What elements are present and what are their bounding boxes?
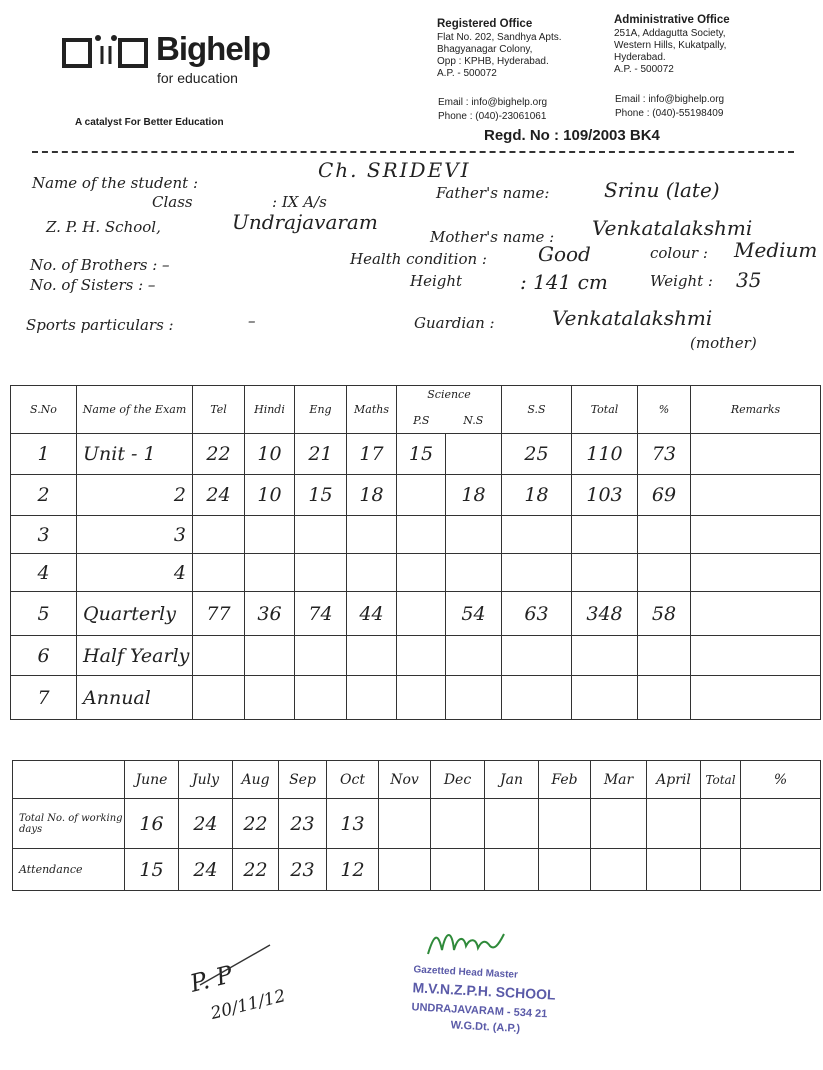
mark-eng: 15 xyxy=(295,475,347,516)
month-header: Jan xyxy=(485,761,539,799)
month-value xyxy=(591,799,647,849)
row-sno: 3 xyxy=(11,516,77,554)
row-remarks xyxy=(691,434,821,475)
mark-tel: 22 xyxy=(193,434,245,475)
mark-hindi: 10 xyxy=(245,434,295,475)
administrative-office xyxy=(614,14,730,76)
mark-ss: 63 xyxy=(502,592,572,636)
mark-ss xyxy=(502,636,572,676)
row-exam: Unit - 1 xyxy=(77,434,193,475)
mark-pct: 69 xyxy=(638,475,691,516)
month-value: 22 xyxy=(233,849,279,891)
mark-tel xyxy=(193,636,245,676)
header-ps: P.S xyxy=(413,414,430,427)
mark-hindi: 10 xyxy=(245,475,295,516)
health-label: Health condition : xyxy=(350,250,487,268)
row-sno: 7 xyxy=(11,676,77,720)
mark-total: 348 xyxy=(572,592,638,636)
father-name: Srinu (late) xyxy=(604,178,720,202)
sports-value: – xyxy=(248,312,256,330)
name-label: Name of the student : xyxy=(32,174,198,192)
mark-maths: 17 xyxy=(347,434,397,475)
class-value: : IX A/s xyxy=(272,193,327,211)
table-row xyxy=(13,849,821,891)
month-value: 24 xyxy=(179,849,233,891)
month-header: June xyxy=(125,761,179,799)
month-header-row xyxy=(13,761,821,799)
brand-subtitle: for education xyxy=(157,70,238,86)
header-pct: % xyxy=(638,386,691,434)
height-label: Height xyxy=(410,272,463,290)
table-row xyxy=(11,434,821,475)
month-value xyxy=(701,799,741,849)
father-label: Father's name: xyxy=(436,184,550,202)
mark-maths: 18 xyxy=(347,475,397,516)
mark-ps xyxy=(397,475,446,516)
mark-pct xyxy=(638,554,691,592)
school-name: Undrajavaram xyxy=(232,210,378,234)
mark-ns xyxy=(446,434,502,475)
month-value: 16 xyxy=(125,799,179,849)
month-value xyxy=(701,849,741,891)
administrative-office-title: Administrative Office xyxy=(614,14,730,26)
phone-text: Phone : (040)-23061061 xyxy=(438,111,547,122)
mark-total: 110 xyxy=(572,434,638,475)
mark-ns xyxy=(446,636,502,676)
row-remarks xyxy=(691,554,821,592)
headmaster-signature-icon xyxy=(424,924,514,964)
row-label: Attendance xyxy=(13,849,125,891)
month-value: 24 xyxy=(179,799,233,849)
row-remarks xyxy=(691,516,821,554)
mark-maths xyxy=(347,676,397,720)
row-remarks xyxy=(691,475,821,516)
mark-tel xyxy=(193,676,245,720)
mark-eng xyxy=(295,636,347,676)
mark-ps xyxy=(397,592,446,636)
height-value: : 141 cm xyxy=(520,270,608,294)
brothers-label: No. of Brothers : – xyxy=(30,256,170,274)
table-row xyxy=(11,592,821,636)
address-line: A.P. - 500072 xyxy=(437,68,497,79)
signature-initials: P. P xyxy=(187,960,236,998)
month-header: July xyxy=(179,761,233,799)
stamp-line: W.G.Dt. (A.P.) xyxy=(450,1019,521,1035)
mark-pct xyxy=(638,636,691,676)
mark-hindi xyxy=(245,636,295,676)
mark-ps xyxy=(397,554,446,592)
month-header: April xyxy=(647,761,701,799)
header-ns: N.S xyxy=(463,414,484,427)
guardian-name: Venkatalakshmi xyxy=(552,306,713,330)
month-value xyxy=(485,849,539,891)
header-eng: Eng xyxy=(295,386,347,434)
student-name: Ch. SRIDEVI xyxy=(318,158,471,182)
weight-value: 35 xyxy=(736,268,762,292)
colour-value: Medium xyxy=(734,238,818,262)
month-header: Oct xyxy=(327,761,379,799)
mark-ns xyxy=(446,554,502,592)
month-header: Total xyxy=(701,761,741,799)
stamp-line: UNDRAJAVARAM - 534 21 xyxy=(411,1001,548,1021)
registered-contact xyxy=(438,96,547,124)
mark-hindi xyxy=(245,516,295,554)
mark-ss: 25 xyxy=(502,434,572,475)
colour-label: colour : xyxy=(650,244,708,262)
email-text: Email : info@bighelp.org xyxy=(615,94,725,105)
month-value: 15 xyxy=(125,849,179,891)
row-sno: 4 xyxy=(11,554,77,592)
mark-hindi xyxy=(245,676,295,720)
tagline: A catalyst For Better Education xyxy=(75,117,224,128)
table-row xyxy=(11,516,821,554)
month-header: Aug xyxy=(233,761,279,799)
table-row xyxy=(11,554,821,592)
month-header: Sep xyxy=(279,761,327,799)
month-value xyxy=(741,849,821,891)
month-value xyxy=(591,849,647,891)
mark-ss: 18 xyxy=(502,475,572,516)
address-line: Flat No. 202, Sandhya Apts. xyxy=(437,32,562,43)
month-value xyxy=(379,799,431,849)
stamp-line: M.V.N.Z.P.H. SCHOOL xyxy=(412,979,556,1003)
stamp-line: Gazetted Head Master xyxy=(413,964,519,981)
mark-ps: 15 xyxy=(397,434,446,475)
row-remarks xyxy=(691,592,821,636)
mark-total: 103 xyxy=(572,475,638,516)
month-value xyxy=(647,849,701,891)
header-tel: Tel xyxy=(193,386,245,434)
mother-name: Venkatalakshmi xyxy=(592,216,753,240)
book-logo-icon xyxy=(62,34,150,70)
mark-ps xyxy=(397,516,446,554)
address-line: A.P. - 500072 xyxy=(614,64,674,75)
row-exam: 2 xyxy=(77,475,193,516)
month-value xyxy=(647,799,701,849)
month-value xyxy=(539,799,591,849)
month-value: 13 xyxy=(327,799,379,849)
month-value: 12 xyxy=(327,849,379,891)
sisters-label: No. of Sisters : – xyxy=(30,276,156,294)
row-exam: Annual xyxy=(77,676,193,720)
month-value: 22 xyxy=(233,799,279,849)
school-stamp xyxy=(410,964,556,1036)
month-header: Mar xyxy=(591,761,647,799)
mark-maths xyxy=(347,636,397,676)
mark-tel: 77 xyxy=(193,592,245,636)
mark-pct xyxy=(638,676,691,720)
mark-tel xyxy=(193,554,245,592)
administrative-contact xyxy=(615,93,724,121)
header-sno: S.No xyxy=(11,386,77,434)
row-remarks xyxy=(691,636,821,676)
month-value xyxy=(485,799,539,849)
mark-total xyxy=(572,636,638,676)
row-remarks xyxy=(691,676,821,720)
mother-label: Mother's name : xyxy=(430,228,555,246)
mark-hindi: 36 xyxy=(245,592,295,636)
mark-ss xyxy=(502,516,572,554)
address-line: Hyderabad. xyxy=(614,52,666,63)
mark-maths xyxy=(347,516,397,554)
signature-stroke-icon xyxy=(190,940,280,990)
mark-ss xyxy=(502,676,572,720)
address-line: 251A, Addagutta Society, xyxy=(614,28,726,39)
mark-eng: 21 xyxy=(295,434,347,475)
mark-total xyxy=(572,516,638,554)
month-value xyxy=(431,799,485,849)
row-exam: Quarterly xyxy=(77,592,193,636)
corner-cell xyxy=(13,761,125,799)
mark-total xyxy=(572,676,638,720)
mark-pct xyxy=(638,516,691,554)
mark-total xyxy=(572,554,638,592)
month-header: Dec xyxy=(431,761,485,799)
header-remarks: Remarks xyxy=(691,386,821,434)
row-exam: 4 xyxy=(77,554,193,592)
class-label: Class xyxy=(152,193,193,211)
phone-text: Phone : (040)-55198409 xyxy=(615,108,724,119)
health-value: Good xyxy=(538,242,591,266)
mark-ps xyxy=(397,636,446,676)
registration-number: Regd. No : 109/2003 BK4 xyxy=(484,127,660,144)
attendance-table xyxy=(12,760,821,891)
month-header: Nov xyxy=(379,761,431,799)
mark-eng: 74 xyxy=(295,592,347,636)
address-line: Western Hills, Kukatpally, xyxy=(614,40,727,51)
mark-ns xyxy=(446,676,502,720)
email-text: Email : info@bighelp.org xyxy=(438,97,548,108)
guardian-relation: (mother) xyxy=(690,334,757,352)
mark-eng xyxy=(295,516,347,554)
brand-name: Bighelp xyxy=(156,30,270,67)
mark-hindi xyxy=(245,554,295,592)
mark-ss xyxy=(502,554,572,592)
row-sno: 2 xyxy=(11,475,77,516)
school-label: Z. P. H. School, xyxy=(46,218,161,236)
row-sno: 5 xyxy=(11,592,77,636)
science-subheaders xyxy=(397,414,501,427)
address-line: Opp : KPHB, Hyderabad. xyxy=(437,56,549,67)
mark-ns: 18 xyxy=(446,475,502,516)
month-value xyxy=(431,849,485,891)
table-row xyxy=(11,475,821,516)
header-hindi: Hindi xyxy=(245,386,295,434)
row-exam: 3 xyxy=(77,516,193,554)
header-divider xyxy=(32,151,794,153)
exam-marks-table xyxy=(10,385,821,720)
row-sno: 6 xyxy=(11,636,77,676)
header-science xyxy=(397,386,502,434)
mark-ps xyxy=(397,676,446,720)
mark-maths: 44 xyxy=(347,592,397,636)
guardian-label: Guardian : xyxy=(414,314,495,332)
mark-eng xyxy=(295,554,347,592)
weight-label: Weight : xyxy=(650,272,713,290)
row-exam: Half Yearly xyxy=(77,636,193,676)
mark-eng xyxy=(295,676,347,720)
header-ss: S.S xyxy=(502,386,572,434)
address-line: Bhagyanagar Colony, xyxy=(437,44,533,55)
header-maths: Maths xyxy=(347,386,397,434)
header-exam: Name of the Exam xyxy=(77,386,193,434)
table-row xyxy=(11,676,821,720)
mark-maths xyxy=(347,554,397,592)
month-header: Feb xyxy=(539,761,591,799)
header-total: Total xyxy=(572,386,638,434)
month-value: 23 xyxy=(279,849,327,891)
mark-ns xyxy=(446,516,502,554)
month-header: % xyxy=(741,761,821,799)
registered-office-title: Registered Office xyxy=(437,18,533,30)
registered-office xyxy=(437,18,562,80)
exam-header-row xyxy=(11,386,821,434)
row-label: Total No. of working days xyxy=(13,799,125,849)
mark-tel xyxy=(193,516,245,554)
mark-pct: 58 xyxy=(638,592,691,636)
month-value xyxy=(379,849,431,891)
sports-label: Sports particulars : xyxy=(26,316,174,334)
signature-date: 20/11/12 xyxy=(208,986,288,1024)
science-label: Science xyxy=(427,388,471,401)
mark-pct: 73 xyxy=(638,434,691,475)
mark-tel: 24 xyxy=(193,475,245,516)
table-row xyxy=(11,636,821,676)
table-row xyxy=(13,799,821,849)
row-sno: 1 xyxy=(11,434,77,475)
month-value: 23 xyxy=(279,799,327,849)
month-value xyxy=(539,849,591,891)
mark-ns: 54 xyxy=(446,592,502,636)
month-value xyxy=(741,799,821,849)
